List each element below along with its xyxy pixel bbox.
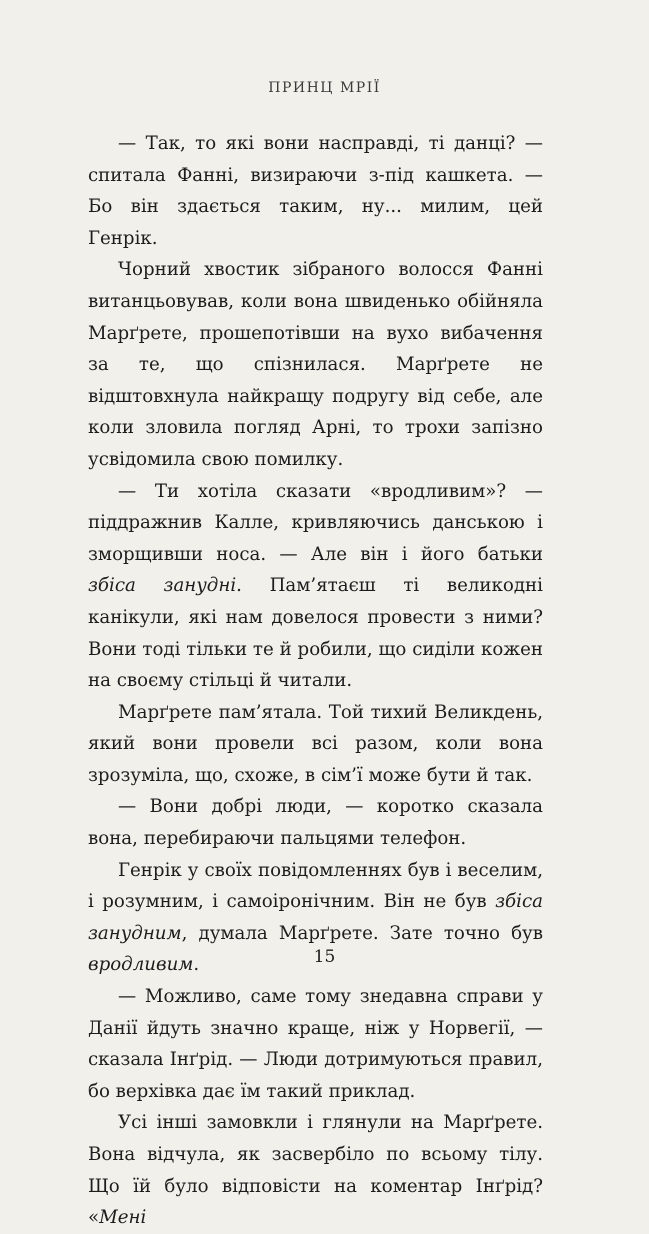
page-number: 15 bbox=[313, 947, 336, 967]
italic-text: збіса занудним bbox=[88, 891, 543, 944]
text-run: Марґрете пам’ятала. Той тихий Великдень, який вони провели всі разом, коли вона зрозуміла, що, схоже, в сім’ї може бути й так. bbox=[88, 701, 543, 786]
text-run: — Можливо, саме тому знедавна справи у Данії йдуть значно краще, ніж у Норвегії, — сказала Інґрід. — Люди дотримуються правил, бо верхівка дає їм такий приклад. bbox=[88, 986, 543, 1102]
paragraph bbox=[88, 254, 543, 475]
italic-text: Мені bbox=[99, 1207, 147, 1229]
text-run: — Вони добрі люди, — коротко сказала вона, перебираючи пальцями телефон. bbox=[88, 796, 543, 850]
running-head: ПРИНЦ МРІЇ bbox=[268, 80, 381, 96]
paragraph bbox=[88, 476, 543, 697]
body-text bbox=[88, 128, 543, 1234]
text-run: . bbox=[193, 954, 200, 976]
text-run: Чорний хвостик зібраного волосся Фанні витанцьовував, коли вона швиденько обійняла Марґрете, прошепотівши на вухо вибачення за те, що спізнилася. Марґрете не відштовхнула найкращу подругу від себе, але коли зловила погляд Арні, то трохи запізно усвідомила свою помилку. bbox=[88, 259, 543, 470]
text-run: , думала Марґрете. Зате точно був bbox=[181, 922, 543, 944]
text-run: Генрік у своїх повідомленнях був і веселим, і розумним, і самоіронічним. Він не був bbox=[88, 859, 543, 913]
paragraph bbox=[88, 1107, 543, 1233]
paragraph bbox=[88, 128, 543, 254]
paragraph bbox=[88, 697, 543, 792]
italic-text: збіса зануднi bbox=[88, 575, 237, 597]
italic-text: вродливим bbox=[88, 954, 194, 976]
text-run: Усі інші замовкли і глянули на Марґрете. Вона відчула, як засвербіло по всьому тілу. Що їй було відповісти на коментар Інґрід? « bbox=[88, 1112, 543, 1229]
text-run: . Пам’ятаєш ті великодні канікули, які нам довелося провести з ними? Вони тоді тільки те й робили, що сиділи кожен на своєму стільці й читали. bbox=[88, 575, 543, 692]
text-run: — Так, то які вони насправді, ті данці? — спитала Фанні, визираючи з-під кашкета. — Бо він здається таким, ну... милим, цей Генрік. bbox=[88, 133, 543, 249]
text-run: — Ти хотіла сказати «вродливим»? — піддражнив Калле, кривляючись данською і зморщивши носа. — Але він і його батьки bbox=[88, 480, 543, 565]
paragraph bbox=[88, 791, 543, 854]
